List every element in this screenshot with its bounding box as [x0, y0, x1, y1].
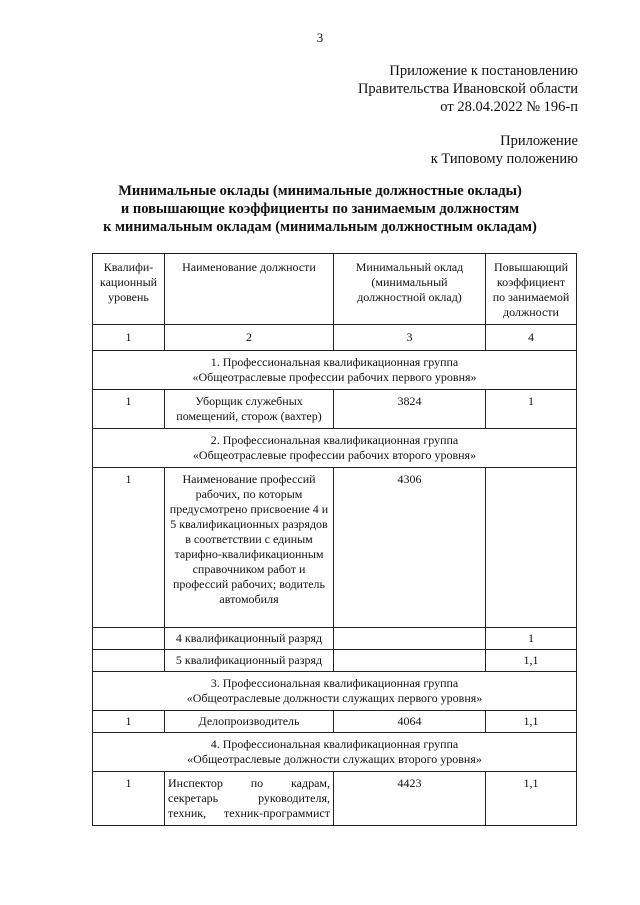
appendix-header	[358, 62, 578, 116]
column-header: Минимальный оклад (минимальный должностной оклад)	[334, 254, 486, 325]
title-line: и повышающие коэффициенты по занимаемым должностям	[120, 201, 520, 217]
qualification-level: 1	[93, 711, 165, 733]
title-line: Минимальные оклады (минимальные должностные оклады)	[118, 183, 522, 199]
appendix-sub-header	[431, 132, 578, 168]
position-name: Наименование профессий рабочих, по которым предусмотрено присвоение 4 и 5 квалификационных разрядов в соответствии с единым тарифно-квалификационным справочником работ и профессий рабочих; водитель автомобиля	[165, 468, 334, 628]
qualification-level	[93, 628, 165, 650]
table-row	[93, 650, 577, 672]
column-header: Наименование должности	[165, 254, 334, 325]
min-salary	[334, 650, 486, 672]
appendix-line: к Типовому положению	[430, 151, 578, 167]
qualification-level: 1	[93, 468, 165, 628]
page-number: 3	[316, 30, 324, 45]
group-title: 3. Профессиональная квалификационная группа «Общеотраслевые должности служащих первого уровня»	[93, 672, 577, 711]
group-row	[93, 733, 577, 772]
column-number: 3	[334, 325, 486, 351]
table-row	[93, 468, 577, 628]
group-row	[93, 672, 577, 711]
table-row	[93, 772, 577, 826]
group-title: 2. Профессиональная квалификационная группа «Общеотраслевые профессии рабочих второго уровня»	[93, 429, 577, 468]
column-header: Повышающий коэффициент по занимаемой должности	[486, 254, 577, 325]
group-row	[93, 351, 577, 390]
min-salary: 4423	[334, 772, 486, 826]
salary-table	[92, 253, 577, 826]
group-row	[93, 429, 577, 468]
min-salary	[334, 628, 486, 650]
table-row	[93, 628, 577, 650]
appendix-line: от 28.04.2022 № 196-п	[440, 99, 578, 115]
column-number: 4	[486, 325, 577, 351]
coefficient: 1	[486, 390, 577, 429]
qualification-level	[93, 650, 165, 672]
min-salary: 4064	[334, 711, 486, 733]
position-name: 5 квалификационный разряд	[165, 650, 334, 672]
group-title: 1. Профессиональная квалификационная группа «Общеотраслевые профессии рабочих первого уровня»	[93, 351, 577, 390]
column-number: 2	[165, 325, 334, 351]
coefficient	[486, 468, 577, 628]
qualification-level: 1	[93, 390, 165, 429]
coefficient: 1	[486, 628, 577, 650]
table-row	[93, 711, 577, 733]
position-name: Инспектор по кадрам, секретарь руководителя, техник, техник-программист	[165, 772, 334, 826]
min-salary: 4306	[334, 468, 486, 628]
coefficient: 1,1	[486, 772, 577, 826]
appendix-line: Правительства Ивановской области	[357, 81, 578, 97]
position-name: Делопроизводитель	[165, 711, 334, 733]
title-line: к минимальным окладам (минимальным должностным окладам)	[103, 219, 537, 235]
position-name: Уборщик служебных помещений, сторож (вахтер)	[165, 390, 334, 429]
appendix-line: Приложение к постановлению	[389, 63, 578, 79]
document-title	[60, 182, 580, 236]
column-number: 1	[93, 325, 165, 351]
table-row	[93, 390, 577, 429]
position-name: 4 квалификационный разряд	[165, 628, 334, 650]
group-title: 4. Профессиональная квалификационная группа «Общеотраслевые должности служащих второго уровня»	[93, 733, 577, 772]
column-header: Квалифи- кационный уровень	[93, 254, 165, 325]
column-number-row	[93, 325, 577, 351]
coefficient: 1,1	[486, 650, 577, 672]
min-salary: 3824	[334, 390, 486, 429]
table-header-row	[93, 254, 577, 325]
qualification-level: 1	[93, 772, 165, 826]
appendix-line: Приложение	[500, 133, 578, 149]
coefficient: 1,1	[486, 711, 577, 733]
